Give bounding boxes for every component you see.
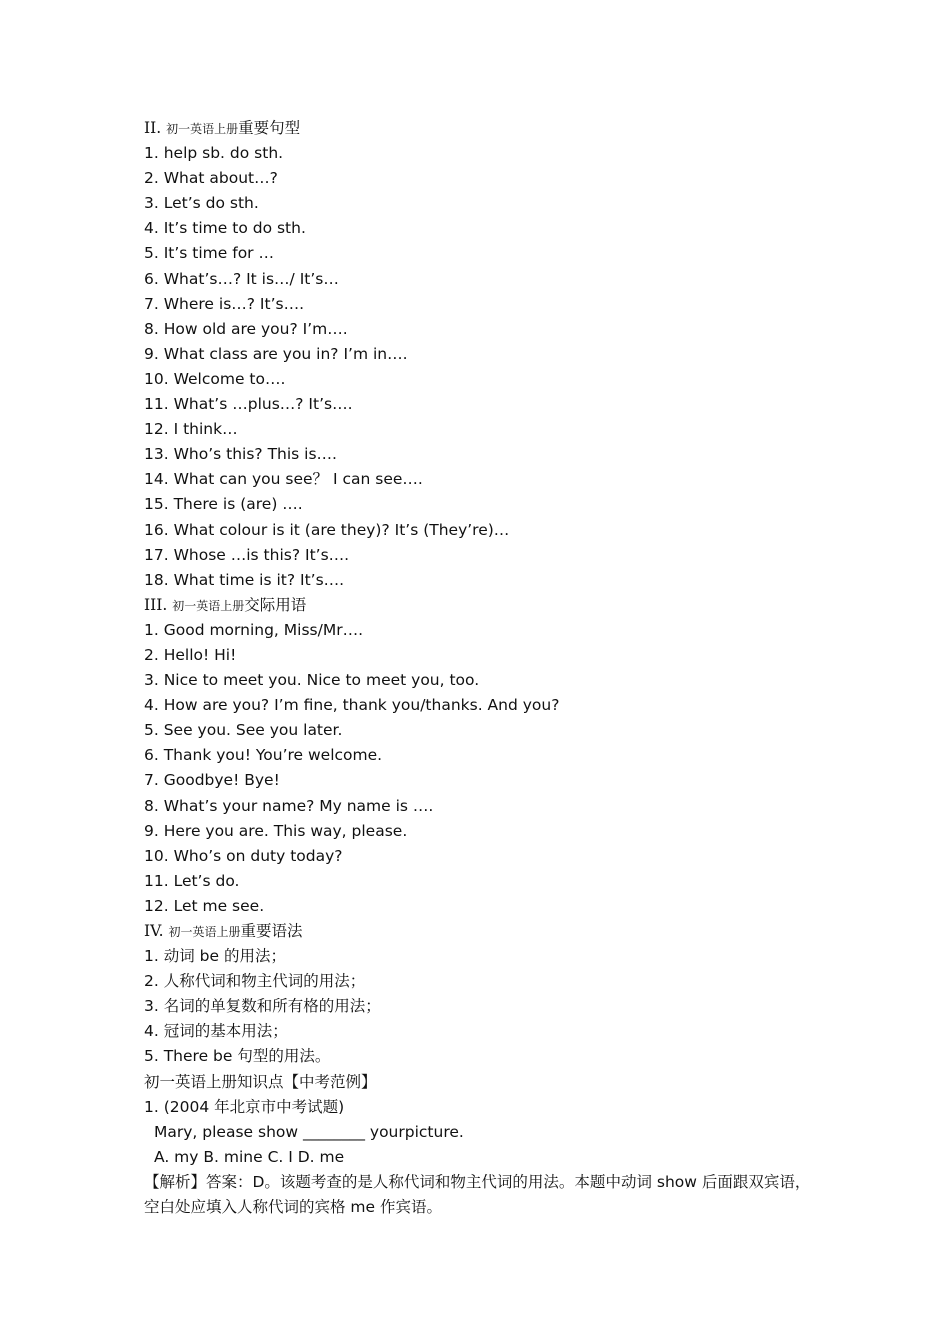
list-item: 8. How old are you? I’m….	[144, 319, 348, 338]
list-item: 5. There be 句型的用法。	[144, 1047, 331, 1066]
list-item: 5. It’s time for …	[144, 244, 274, 263]
list-item: 2. 人称代词和物主代词的用法；	[144, 972, 366, 991]
list-item: 8. What’s your name? My name is ….	[144, 796, 434, 815]
list-item: 9. What class are you in? I’m in….	[144, 344, 408, 363]
list-item: 1. 动词 be 的用法；	[144, 947, 286, 966]
list-item: 4. How are you? I’m fine, thank you/thanks. And you?	[144, 696, 560, 715]
section-title: 重要语法	[240, 922, 303, 940]
section-numeral: II.	[144, 119, 162, 137]
question-text: Mary, please show ________ yourpicture.	[154, 1122, 464, 1141]
list-item: 6. What’s…? It is…/ It’s…	[144, 269, 339, 288]
section-heading-3	[144, 593, 814, 618]
section-title: 交际用语	[244, 595, 307, 614]
list-item: 15. There is (are) ….	[144, 495, 303, 514]
list-item: 6. Thank you! You’re welcome.	[144, 746, 383, 765]
section-heading-2	[144, 116, 814, 141]
answer-options: A. my B. mine C. I D. me	[154, 1147, 345, 1166]
list-item: 7. Goodbye! Bye!	[144, 771, 280, 790]
list-item: 9. Here you are. This way, please.	[144, 821, 408, 840]
list-item: 14. What can you see？ I can see….	[144, 470, 423, 489]
list-item: 11. What’s …plus…? It’s….	[144, 395, 353, 414]
example-heading: 初一英语上册知识点【中考范例】	[144, 1072, 377, 1091]
list-item: 3. 名词的单复数和所有格的用法；	[144, 997, 381, 1016]
list-item: 1. help sb. do sth.	[144, 144, 284, 163]
list-item: 4. It’s time to do sth.	[144, 219, 306, 238]
list-item: 3. Let’s do sth.	[144, 194, 259, 213]
list-item: 7. Where is…? It’s….	[144, 294, 305, 313]
section-subtitle-small: 初一英语上册	[172, 598, 245, 613]
list-item: 10. Welcome to….	[144, 369, 286, 388]
section-numeral: IV.	[144, 922, 164, 940]
list-item: 18. What time is it? It’s….	[144, 570, 345, 589]
list-item: 4. 冠词的基本用法；	[144, 1022, 288, 1041]
question-number: 1. (2004 年北京市中考试题)	[144, 1097, 345, 1116]
list-item: 3. Nice to meet you. Nice to meet you, too.	[144, 671, 480, 690]
list-item: 10. Who’s on duty today?	[144, 846, 343, 865]
section-heading-4	[144, 919, 814, 944]
list-item: 13. Who’s this? This is….	[144, 445, 337, 464]
list-item: 5. See you. See you later.	[144, 721, 343, 740]
list-item: 17. Whose …is this? It’s….	[144, 545, 350, 564]
section-subtitle-small: 初一英语上册	[168, 925, 241, 939]
list-item: 1. Good morning, Miss/Mr….	[144, 620, 364, 639]
list-item: 12. Let me see.	[144, 896, 265, 915]
list-item: 16. What colour is it (are they)? It’s (They’re)…	[144, 520, 510, 539]
section-title: 重要句型	[238, 119, 301, 137]
list-item: 2. Hello! Hi!	[144, 645, 237, 664]
section-numeral: III.	[144, 595, 168, 614]
section-subtitle-small: 初一英语上册	[166, 122, 239, 136]
list-item: 12. I think…	[144, 420, 238, 439]
list-item: 11. Let’s do.	[144, 871, 240, 890]
list-item: 2. What about…?	[144, 169, 278, 188]
analysis-paragraph: 【解析】答案：D。该题考查的是人称代词和物主代词的用法。本题中动词 show 后面跟双宾语，空白处应填入人称代词的宾格 me 作宾语。	[144, 1172, 811, 1217]
document-page	[144, 116, 814, 1220]
